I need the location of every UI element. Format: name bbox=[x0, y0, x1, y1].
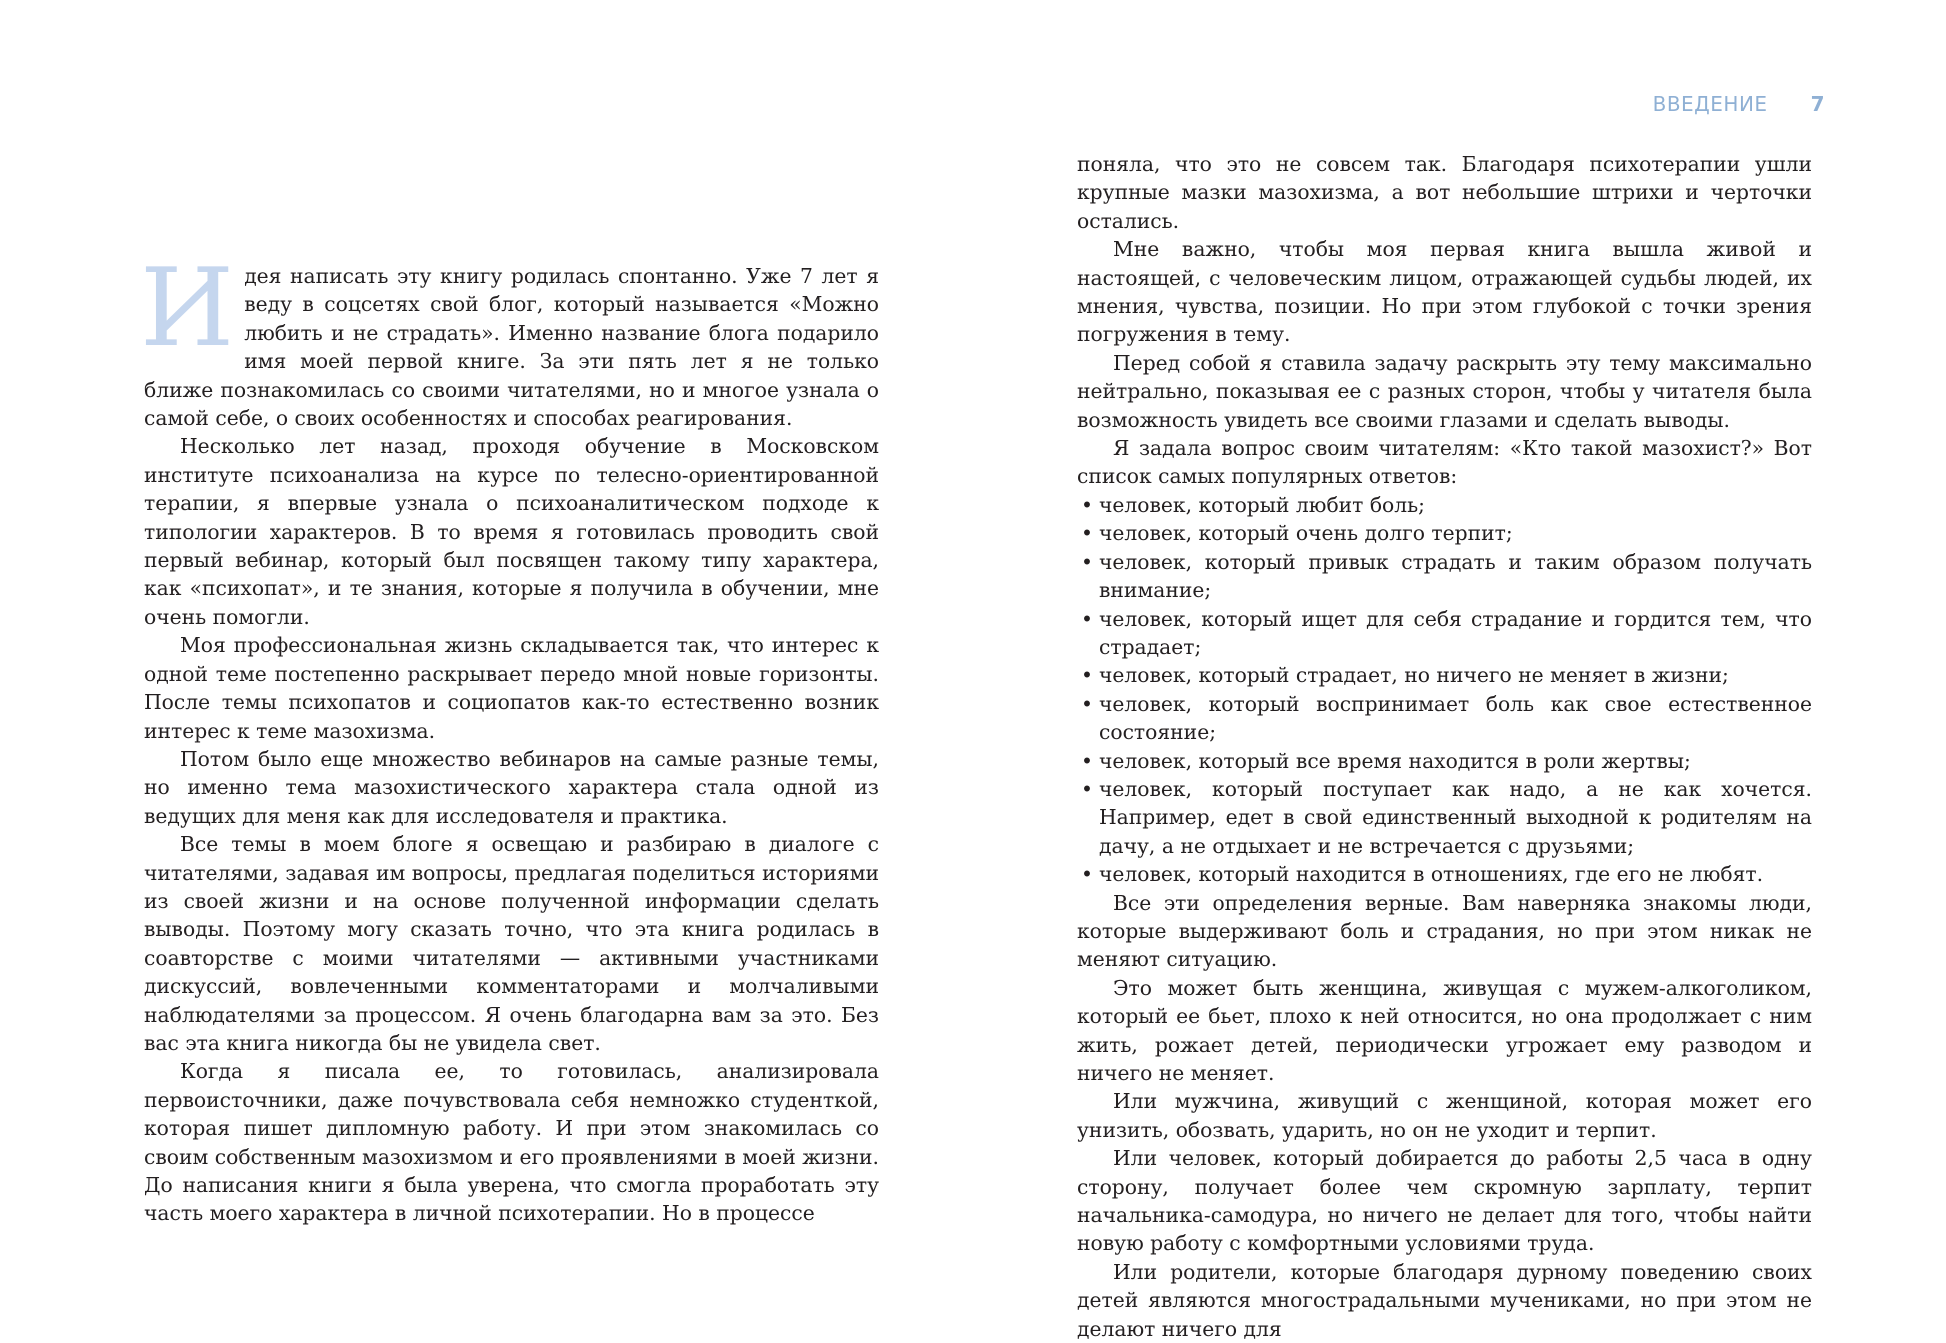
paragraph: Все темы в моем блоге я освещаю и разбираю в диалоге с читателями, задавая им вопросы, предлагая поделиться историями из своей жизни и на основе полученной информации сделать выводы. Поэтому могу сказать точно, что эта книга родилась в соавторстве с моими читателями — активными участниками дискуссий, вовлеченными комментаторами и молчаливыми наблюдателями за процессом. Я очень благодарна вам за это. Без вас эта книга никогда бы не увидела свет. bbox=[144, 832, 879, 1055]
list-item: • человек, который привык страдать и таким образом получать внимание; bbox=[1077, 548, 1812, 605]
paragraph: поняла, что это не совсем так. Благодаря психотерапии ушли крупные мазки мазохизма, а вот небольшие штрихи и черточки остались. bbox=[1077, 152, 1812, 233]
paragraph: Несколько лет назад, проходя обучение в Московском институте психоанализа на курсе по телесно-ориентированной терапии, я впервые узнала о психоаналитическом подходе к типологии характеров. В то время я готовилась проводить свой первый вебинар, который был посвящен такому типу характера, как «психопат», и те знания, которые я получила в обучении, мне очень помогли. bbox=[144, 434, 879, 629]
list-item: • человек, который все время находится в роли жертвы; bbox=[1077, 747, 1812, 775]
left-page-text bbox=[140, 246, 879, 1228]
list-item: • человек, который очень долго терпит; bbox=[1077, 519, 1812, 547]
paragraph: Или мужчина, живущий с женщиной, которая может его унизить, обозвать, ударить, но он не уходит и терпит. bbox=[1077, 1089, 1812, 1142]
paragraph: Или человек, который добирается до работы 2,5 часа в одну сторону, получает более чем скромную зарплату, терпит начальника-самодура, но ничего не делает для того, чтобы найти новую работу с комфортными условиями труда. bbox=[1077, 1146, 1812, 1256]
list-item: • человек, который любит боль; bbox=[1077, 491, 1812, 519]
paragraph: Я задала вопрос своим читателям: «Кто такой мазохист?» Вот список самых популярных ответов: bbox=[1077, 436, 1812, 489]
page-number: 7 bbox=[1810, 92, 1825, 116]
section-title: ВВЕДЕНИЕ bbox=[1652, 92, 1768, 116]
drop-cap: И bbox=[140, 246, 235, 371]
answers-list bbox=[1077, 491, 1812, 889]
list-item: • человек, который ищет для себя страдание и гордится тем, что страдает; bbox=[1077, 605, 1812, 662]
list-item: • человек, который находится в отношениях, где его не любят. bbox=[1077, 860, 1812, 888]
left-page bbox=[0, 0, 973, 1259]
list-item: • человек, который воспринимает боль как свое естественное состояние; bbox=[1077, 690, 1812, 747]
right-page-text bbox=[1077, 150, 1812, 1343]
paragraph: Потом было еще множество вебинаров на самые разные темы, но именно тема мазохистического характера стала одной из ведущих для меня как для исследователя и практика. bbox=[144, 746, 879, 828]
paragraph: Это может быть женщина, живущая с мужем-алкоголиком, который ее бьет, плохо к ней относится, но она продолжает с ним жить, рожает детей, периодически угрожает ему разводом и ничего не меняет. bbox=[1077, 975, 1812, 1085]
paragraph: Или родители, которые благодаря дурному поведению своих детей являются многострадальными мучениками, но при этом не делают ничего для bbox=[1077, 1259, 1812, 1341]
paragraph: Когда я писала ее, то готовилась, анализировала первоисточники, даже почувствовала себя немножко студенткой, которая пишет дипломную работу. И при этом знакомилась со своим собственным мазохизмом и его проявлениями в моей жизни. До написания книги я была уверена, что смогла проработать эту часть моего характера в личной психотерапии. Но в процессе bbox=[144, 1059, 879, 1226]
paragraph: Все эти определения верные. Вам наверняка знакомы люди, которые выдерживают боль и страдания, но при этом никак не меняют ситуацию. bbox=[1077, 890, 1812, 972]
paragraph: Моя профессиональная жизнь складывается так, что интерес к одной теме постепенно раскрывает передо мной новые горизонты. После темы психопатов и социопатов как-то естественно возник интерес к теме мазохизма. bbox=[144, 633, 879, 743]
list-item: • человек, который страдает, но ничего не меняет в жизни; bbox=[1077, 661, 1812, 689]
right-page bbox=[973, 0, 1946, 1341]
paragraph: Мне важно, чтобы моя первая книга вышла живой и настоящей, с человеческим лицом, отражающей судьбы людей, их мнения, чувства, позиции. Но при этом глубокой с точки зрения погружения в тему. bbox=[1077, 237, 1812, 347]
running-head bbox=[1653, 92, 1825, 116]
paragraph bbox=[140, 246, 879, 432]
paragraph: Перед собой я ставила задачу раскрыть эту тему максимально нейтрально, показывая ее с разных сторон, чтобы у читателя была возможность увидеть все своими глазами и сделать выводы. bbox=[1077, 350, 1812, 432]
paragraph-text: дея написать эту книгу родилась спонтанно. Уже 7 лет я веду в соцсетях свой блог, который называется «Можно любить и не страдать». Именно название блога подарило имя моей первой книге. За эти пять лет я не только ближе познакомилась со своими читателями, но и многое узнала о самой себе, о своих особенностях и способах реагирования. bbox=[144, 264, 879, 431]
list-item: • человек, который поступает как надо, а не как хочется. Например, едет в свой единственный выходной к родителям на дачу, а не отдыхает и не встречается с друзьями; bbox=[1077, 775, 1812, 860]
